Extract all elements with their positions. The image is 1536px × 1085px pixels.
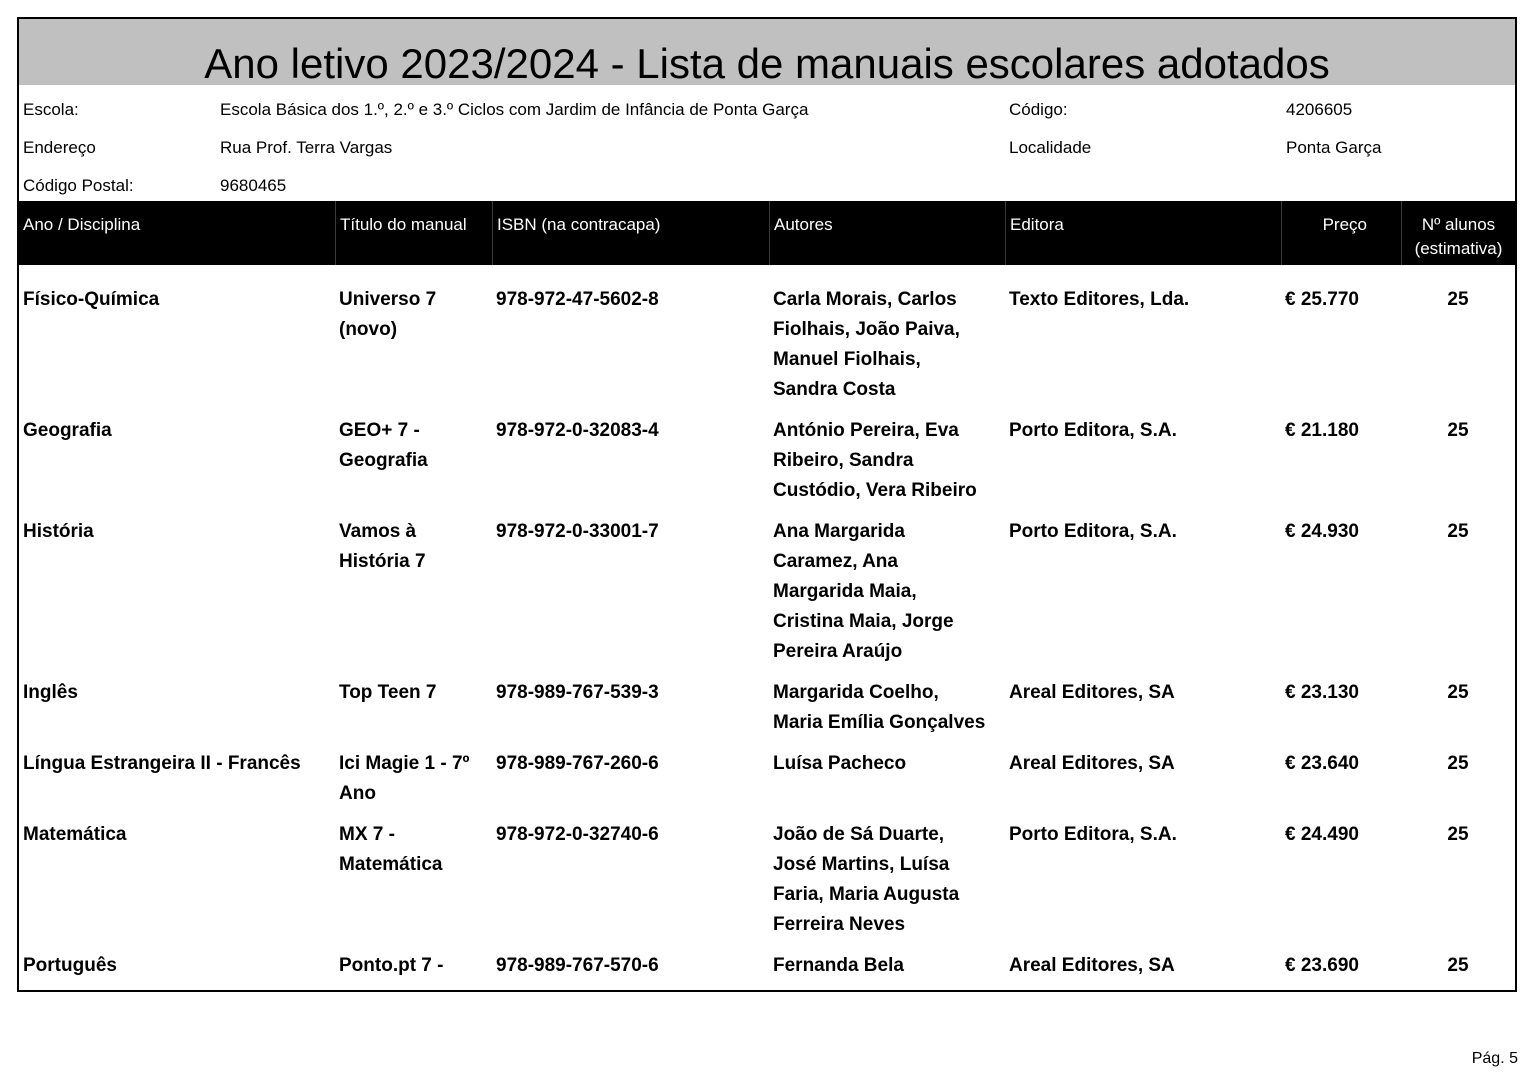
- escola-value: Escola Básica dos 1.º, 2.º e 3.º Ciclos com Jardim de Infância de Ponta Garça: [220, 100, 809, 119]
- cell-preco: € 23.640: [1285, 753, 1359, 774]
- titulo-line: Geografia: [339, 450, 428, 471]
- cell-alunos: 25: [1447, 420, 1469, 441]
- cell-isbn: 978-989-767-539-3: [496, 682, 659, 703]
- cell-isbn: 978-972-0-33001-7: [496, 521, 659, 542]
- autores-line: Ferreira Neves: [773, 914, 906, 935]
- autores-line: Margarida Maia,: [773, 581, 917, 602]
- cell-alunos: 25: [1447, 289, 1469, 310]
- titulo-line: GEO+ 7 -: [339, 420, 420, 441]
- escola-label: Escola:: [23, 100, 79, 119]
- table-header: [19, 201, 1515, 265]
- cell-preco: € 24.930: [1285, 521, 1359, 542]
- autores-line: António Pereira, Eva: [773, 420, 959, 441]
- cell-titulo: [339, 416, 496, 476]
- cell-autores: [773, 285, 1009, 405]
- cell-disciplina: Língua Estrangeira II - Francês: [23, 753, 301, 774]
- cell-isbn: 978-972-0-32083-4: [496, 420, 659, 441]
- school-info-row: [19, 91, 1515, 129]
- page-number: Pág. 5: [1471, 1050, 1518, 1067]
- autores-line: Luísa Pacheco: [773, 753, 907, 774]
- header-alunos-line2: (estimativa): [1414, 239, 1503, 258]
- cell-preco: € 25.770: [1285, 289, 1359, 310]
- manuals-list-sheet: [17, 17, 1517, 992]
- cell-titulo: [339, 820, 496, 880]
- cell-alunos: 25: [1447, 753, 1469, 774]
- cell-alunos: 25: [1447, 955, 1469, 976]
- postal-info-row: [19, 167, 1515, 205]
- header-autores: Autores: [769, 201, 1005, 265]
- header-disciplina: Ano / Disciplina: [23, 215, 141, 234]
- cell-autores: [773, 951, 1009, 981]
- titulo-line: (novo): [339, 319, 398, 340]
- cell-autores: [773, 678, 1033, 738]
- cell-editora: Areal Editores, SA: [1009, 955, 1175, 976]
- cell-disciplina: Português: [23, 955, 117, 976]
- cell-autores: [773, 517, 1009, 667]
- cell-preco: € 24.490: [1285, 824, 1359, 845]
- titulo-line: Top Teen 7: [339, 682, 437, 703]
- titulo-line: Universo 7: [339, 289, 437, 310]
- cell-autores: [773, 416, 1009, 506]
- cell-isbn: 978-989-767-260-6: [496, 753, 659, 774]
- cell-disciplina: Geografia: [23, 420, 112, 441]
- cell-titulo: [339, 285, 496, 345]
- cell-disciplina: Matemática: [23, 824, 127, 845]
- cell-isbn: 978-972-47-5602-8: [496, 289, 659, 310]
- postal-label: Código Postal:: [23, 176, 134, 195]
- autores-line: João de Sá Duarte,: [773, 824, 945, 845]
- autores-line: Faria, Maria Augusta: [773, 884, 960, 905]
- cell-titulo: [339, 517, 496, 577]
- codigo-value: 4206605: [1286, 100, 1353, 119]
- cell-disciplina: Físico-Química: [23, 289, 160, 310]
- header-editora: Editora: [1005, 201, 1281, 265]
- endereco-value: Rua Prof. Terra Vargas: [220, 138, 393, 157]
- autores-line: Caramez, Ana: [773, 551, 898, 572]
- autores-line: Ana Margarida: [773, 521, 905, 542]
- header-titulo: Título do manual: [335, 201, 492, 265]
- cell-preco: € 23.130: [1285, 682, 1359, 703]
- cell-alunos: 25: [1447, 682, 1469, 703]
- cell-disciplina: Inglês: [23, 682, 78, 703]
- cell-editora: Porto Editora, S.A.: [1009, 420, 1177, 441]
- cell-alunos: 25: [1447, 824, 1469, 845]
- cell-titulo: [339, 678, 496, 708]
- cell-editora: Porto Editora, S.A.: [1009, 824, 1177, 845]
- titulo-line: Ano: [339, 783, 376, 804]
- autores-line: José Martins, Luísa: [773, 854, 950, 875]
- cell-isbn: 978-972-0-32740-6: [496, 824, 659, 845]
- cell-editora: Areal Editores, SA: [1009, 753, 1175, 774]
- address-info-row: [19, 129, 1515, 167]
- header-isbn: ISBN (na contracapa): [492, 201, 769, 265]
- autores-line: Cristina Maia, Jorge: [773, 611, 954, 632]
- autores-line: Ribeiro, Sandra: [773, 450, 914, 471]
- autores-line: Fernanda Bela: [773, 955, 904, 976]
- autores-line: Sandra Costa: [773, 379, 896, 400]
- cell-preco: € 21.180: [1285, 420, 1359, 441]
- header-alunos-line1: Nº alunos: [1421, 215, 1496, 234]
- autores-line: Fiolhais, João Paiva,: [773, 319, 960, 340]
- autores-line: Carla Morais, Carlos: [773, 289, 957, 310]
- cell-disciplina: História: [23, 521, 94, 542]
- autores-line: Maria Emília Gonçalves: [773, 712, 986, 733]
- endereco-label: Endereço: [23, 138, 96, 157]
- titulo-line: Vamos à: [339, 521, 417, 542]
- header-preco: Preço: [1281, 201, 1401, 265]
- titulo-line: MX 7 -: [339, 824, 395, 845]
- autores-line: Manuel Fiolhais,: [773, 349, 921, 370]
- autores-line: Margarida Coelho,: [773, 682, 939, 703]
- autores-line: Pereira Araújo: [773, 641, 903, 662]
- cell-editora: Areal Editores, SA: [1009, 682, 1175, 703]
- cell-autores: [773, 820, 1009, 940]
- localidade-label: Localidade: [1009, 138, 1092, 157]
- cell-isbn: 978-989-767-570-6: [496, 955, 659, 976]
- postal-value: 9680465: [220, 176, 287, 195]
- cell-editora: Porto Editora, S.A.: [1009, 521, 1177, 542]
- cell-editora: Texto Editores, Lda.: [1009, 289, 1190, 310]
- codigo-label: Código:: [1009, 100, 1068, 119]
- titulo-line: Matemática: [339, 854, 443, 875]
- localidade-value: Ponta Garça: [1286, 138, 1382, 157]
- titulo-line: História 7: [339, 551, 426, 572]
- document-title: Ano letivo 2023/2024 - Lista de manuais escolares adotados: [19, 19, 1515, 85]
- titulo-line: Ici Magie 1 - 7º: [339, 753, 470, 774]
- cell-alunos: 25: [1447, 521, 1469, 542]
- cell-titulo: [339, 749, 496, 809]
- header-alunos: [1401, 201, 1515, 265]
- cell-autores: [773, 749, 1009, 779]
- autores-line: Custódio, Vera Ribeiro: [773, 480, 977, 501]
- titulo-line: Ponto.pt 7 -: [339, 955, 444, 976]
- cell-preco: € 23.690: [1285, 955, 1359, 976]
- cell-titulo: [339, 951, 496, 981]
